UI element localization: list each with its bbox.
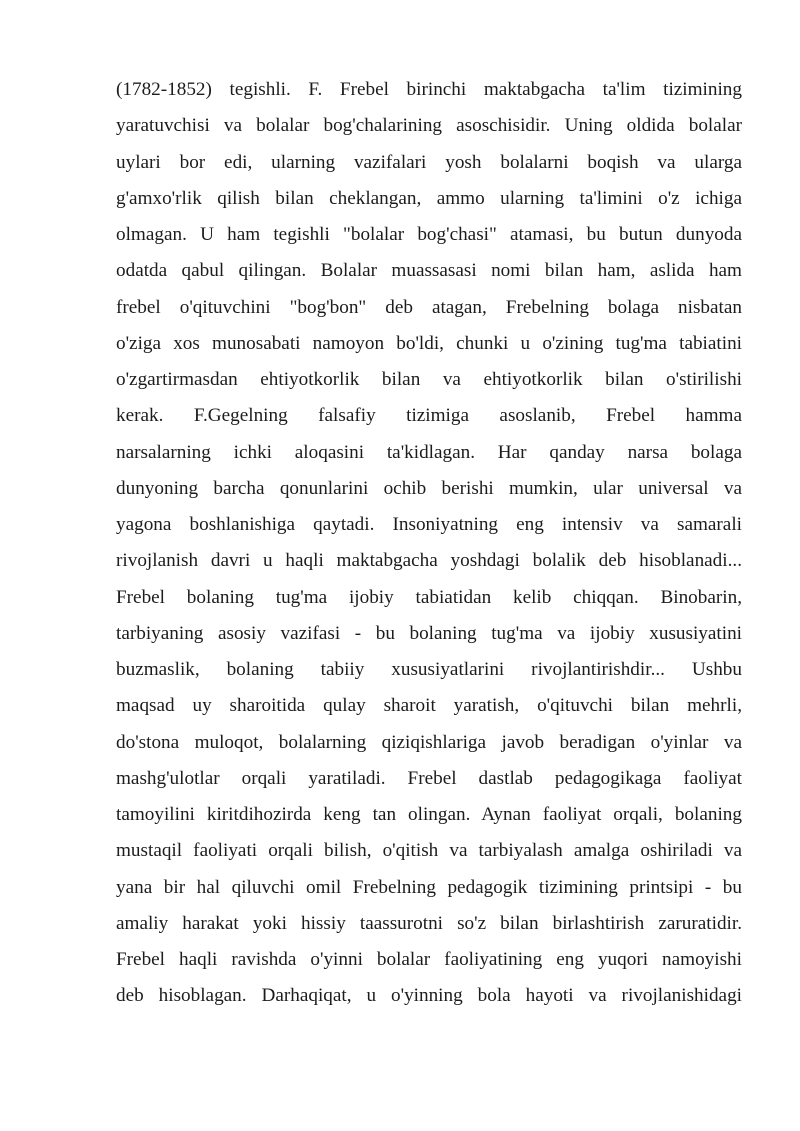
text-line: mustaqil faoliyati orqali bilish, o'qitish va tarbiyalash amalga oshiriladi va: [116, 840, 742, 862]
text-line: Frebel haqli ravishda o'yinni bolalar faoliyatining eng yuqori namoyishi: [116, 949, 742, 970]
text-line: o'zgartirmasdan ehtiyotkorlik bilan va ehtiyotkorlik bilan o'stirilishi: [116, 369, 742, 390]
text-line: yana bir hal qiluvchi omil Frebelning pedagogik tizimining printsipi - bu: [116, 876, 742, 898]
text-line: (1782-1852) tegishli. F. Frebel birinchi maktabgacha ta'lim tizimining: [116, 79, 742, 100]
text-line: Frebel bolaning tug'ma ijobiy tabiatidan kelib chiqqan. Binobarin,: [116, 586, 742, 608]
text-line: kerak. F.Gegelning falsafiy tizimiga asoslanib, Frebel hamma: [116, 405, 742, 427]
text-line: maqsad uy sharoitida qulay sharoit yaratish, o'qituvchi bilan mehrli,: [116, 695, 742, 717]
text-line: buzmaslik, bolaning tabiiy xususiyatlarini rivojlantirishdir... Ushbu: [116, 659, 742, 680]
text-line: odatda qabul qilingan. Bolalar muassasasi nomi bilan ham, aslida ham: [116, 260, 742, 282]
text-line: do'stona muloqot, bolalarning qiziqishlariga javob beradigan o'yinlar va: [116, 731, 742, 753]
text-line: rivojlanish davri u haqli maktabgacha yoshdagi bolalik deb hisoblanadi...: [116, 550, 742, 572]
text-line: narsalarning ichki aloqasini ta'kidlagan. Har qanday narsa bolaga: [116, 441, 742, 463]
text-line: dunyoning barcha qonunlarini ochib berishi mumkin, ular universal va: [116, 477, 742, 499]
text-line: tarbiyaning asosiy vazifasi - bu bolaning tug'ma va ijobiy xususiyatini: [116, 622, 742, 644]
text-line: deb hisoblagan. Darhaqiqat, u o'yinning bola hayoti va rivojlanishidagi: [116, 985, 742, 1007]
text-line: olmagan. U ham tegishli "bolalar bog'chasi" atamasi, bu butun dunyoda: [116, 224, 742, 245]
text-line: mashg'ulotlar orqali yaratiladi. Frebel dastlab pedagogikaga faoliyat: [116, 767, 742, 789]
text-line: amaliy harakat yoki hissiy taassurotni so'z bilan birlashtirish zaruratidir.: [116, 912, 742, 934]
text-line: uylari bor edi, ularning vazifalari yosh bolalarni boqish va ularga: [116, 151, 742, 173]
text-line: o'ziga xos munosabati namoyon bo'ldi, chunki u o'zining tug'ma tabiatini: [116, 332, 742, 354]
text-line: yaratuvchisi va bolalar bog'chalarining asoschisidir. Uning oldida bolalar: [116, 115, 742, 137]
text-line: frebel o'qituvchini "bog'bon" deb atagan, Frebelning bolaga nisbatan: [116, 296, 742, 318]
text-line: yagona boshlanishiga qaytadi. Insoniyatning eng intensiv va samarali: [116, 514, 742, 535]
text-line: tamoyilini kiritdihozirda keng tan olingan. Aynan faoliyat orqali, bolaning: [116, 804, 742, 825]
body-paragraph: [116, 72, 742, 1015]
text-line: g'amxo'rlik qilish bilan cheklangan, ammo ularning ta'limini o'z ichiga: [116, 187, 742, 209]
